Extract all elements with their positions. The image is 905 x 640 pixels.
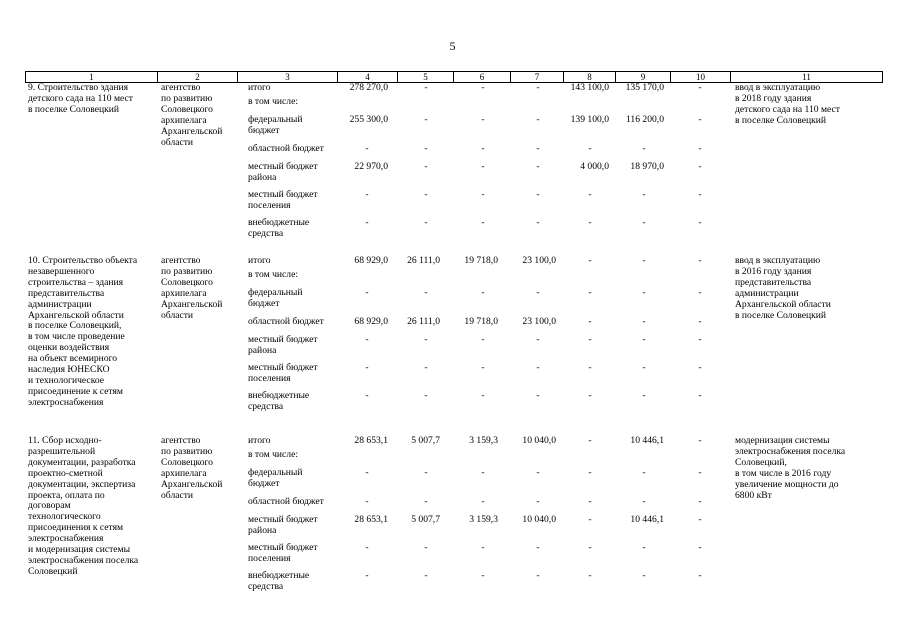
responsible-agency-line: области [161, 489, 194, 501]
header-cell-8: 8 [564, 72, 616, 82]
responsible-agency-line: архипелага [161, 287, 207, 299]
funding-value-dash: - [642, 362, 646, 373]
funding-value: 5 007,7 [411, 435, 440, 446]
funding-source-label: бюджет [248, 477, 280, 489]
funding-value-dash: - [642, 255, 646, 266]
funding-value-dash: - [698, 496, 702, 507]
funding-value-dash: - [424, 189, 428, 200]
expected-result-line: в 2016 году здания [735, 265, 812, 277]
funding-value-dash: - [536, 362, 540, 373]
funding-value-dash: - [481, 114, 485, 125]
funding-value-dash: - [536, 334, 540, 345]
funding-source-label: местный бюджет [248, 161, 318, 172]
funding-value: 4 000,0 [580, 161, 609, 172]
header-cell-1: 1 [26, 72, 158, 82]
funding-value-dash: - [481, 217, 485, 228]
funding-value-dash: - [536, 161, 540, 172]
funding-value-dash: - [698, 334, 702, 345]
funding-value-dash: - [698, 82, 702, 93]
funding-value-dash: - [642, 496, 646, 507]
funding-value: 23 100,0 [522, 255, 556, 266]
funding-value: 10 040,0 [522, 514, 556, 525]
funding-source-label: внебюджетные [248, 217, 310, 228]
funding-value-dash: - [642, 316, 646, 327]
funding-source-label: средства [248, 227, 284, 239]
funding-value-dash: - [481, 467, 485, 478]
responsible-agency-line: по развитию [161, 265, 213, 277]
header-cell-5: 5 [398, 72, 454, 82]
header-cell-6: 6 [454, 72, 511, 82]
measure-name-line: проектно-сметной [28, 467, 103, 479]
funding-value-dash: - [588, 570, 592, 581]
funding-value-dash: - [642, 287, 646, 298]
responsible-agency-line: области [161, 136, 194, 148]
funding-value: 18 970,0 [630, 161, 664, 172]
responsible-agency-line: агентство [161, 255, 201, 266]
expected-result-line: 6800 кВт [735, 489, 772, 501]
funding-value-dash: - [536, 143, 540, 154]
funding-value-dash: - [588, 255, 592, 266]
funding-value-dash: - [536, 114, 540, 125]
funding-value: 3 159,3 [469, 514, 498, 525]
responsible-agency-line: Архангельской [161, 298, 223, 310]
funding-value: 5 007,7 [411, 514, 440, 525]
responsible-agency-line: агентство [161, 82, 201, 93]
funding-value-dash: - [365, 217, 369, 228]
funding-value-dash: - [481, 570, 485, 581]
funding-source-label: в том числе: [248, 96, 299, 107]
funding-value: 10 446,1 [630, 514, 664, 525]
funding-value-dash: - [642, 217, 646, 228]
funding-value-dash: - [698, 542, 702, 553]
funding-value-dash: - [588, 514, 592, 525]
funding-value-dash: - [481, 334, 485, 345]
funding-value-dash: - [698, 435, 702, 446]
funding-source-label: областной бюджет [248, 143, 324, 154]
measure-name-line: в поселке Соловецкий [28, 103, 120, 115]
funding-value-dash: - [424, 82, 428, 93]
funding-value: 28 653,1 [354, 435, 388, 446]
funding-source-label: местный бюджет [248, 334, 318, 345]
measure-name-line: присоединения к сетям [28, 522, 124, 534]
funding-source-label: итого [248, 255, 271, 266]
funding-source-label: бюджет [248, 124, 280, 136]
funding-value-dash: - [536, 189, 540, 200]
funding-source-label: федеральный [248, 114, 303, 125]
expected-result-line: модернизация системы [735, 435, 830, 446]
measure-name-line: электроснабжения поселка [28, 554, 139, 566]
funding-value-dash: - [588, 542, 592, 553]
funding-source-label: итого [248, 435, 271, 446]
funding-value-dash: - [365, 189, 369, 200]
funding-value: 28 653,1 [354, 514, 388, 525]
funding-value-dash: - [642, 570, 646, 581]
funding-source-label: федеральный [248, 467, 303, 478]
expected-result-line: увеличение мощности до [735, 478, 839, 490]
funding-value-dash: - [481, 542, 485, 553]
funding-value-dash: - [365, 496, 369, 507]
funding-value-dash: - [588, 189, 592, 200]
funding-source-label: федеральный [248, 287, 303, 298]
measure-name-line: проекта, оплата по [28, 489, 105, 501]
funding-value-dash: - [698, 217, 702, 228]
header-cell-9: 9 [616, 72, 671, 82]
funding-value: 143 100,0 [570, 82, 609, 93]
funding-value-dash: - [698, 467, 702, 478]
funding-source-label: внебюджетные [248, 390, 310, 401]
funding-value-dash: - [365, 542, 369, 553]
funding-value-dash: - [424, 570, 428, 581]
funding-value-dash: - [588, 143, 592, 154]
funding-value-dash: - [365, 334, 369, 345]
measure-name-line: на объект всемирного [28, 353, 118, 365]
funding-value-dash: - [698, 390, 702, 401]
funding-source-label: внебюджетные [248, 570, 310, 581]
funding-value-dash: - [698, 514, 702, 525]
funding-value: 116 200,0 [625, 114, 664, 125]
funding-value-dash: - [642, 143, 646, 154]
funding-source-label: бюджет [248, 297, 280, 309]
expected-result-line: ввод в эксплуатацию [735, 82, 821, 93]
responsible-agency-line: Соловецкого [161, 456, 213, 468]
funding-value-dash: - [536, 467, 540, 478]
measure-name-line: 11. Сбор исходно- [28, 435, 102, 446]
funding-source-label: поселения [248, 199, 291, 211]
measure-name-line: технологического [28, 511, 101, 523]
measure-name-line: администрации [28, 298, 92, 310]
header-cell-2: 2 [158, 72, 238, 82]
funding-source-label: местный бюджет [248, 542, 318, 553]
funding-source-label: итого [248, 82, 271, 93]
measure-name-line: Архангельской области [28, 309, 124, 321]
funding-value-dash: - [424, 362, 428, 373]
expected-result-line: детского сада на 110 мест [735, 103, 840, 115]
funding-source-label: в том числе: [248, 269, 299, 280]
responsible-agency-line: архипелага [161, 114, 207, 126]
funding-value-dash: - [481, 362, 485, 373]
funding-value-dash: - [588, 362, 592, 373]
funding-value-dash: - [698, 255, 702, 266]
funding-source-label: средства [248, 400, 284, 412]
funding-value-dash: - [642, 390, 646, 401]
funding-value: 68 929,0 [354, 255, 388, 266]
measure-name-line: в том числе проведение [28, 331, 125, 343]
funding-value-dash: - [698, 287, 702, 298]
funding-value-dash: - [365, 467, 369, 478]
funding-source-label: поселения [248, 552, 291, 564]
funding-value-dash: - [481, 82, 485, 93]
funding-value-dash: - [698, 114, 702, 125]
expected-result-line: администрации [735, 287, 799, 299]
measure-name-line: в поселке Соловецкий, [28, 320, 122, 332]
funding-value-dash: - [481, 189, 485, 200]
funding-value-dash: - [536, 496, 540, 507]
funding-value-dash: - [698, 161, 702, 172]
funding-value-dash: - [481, 496, 485, 507]
funding-value: 23 100,0 [522, 316, 556, 327]
funding-value-dash: - [536, 287, 540, 298]
funding-value: 19 718,0 [464, 255, 498, 266]
header-cell-7: 7 [511, 72, 564, 82]
funding-source-label: в том числе: [248, 449, 299, 460]
funding-value-dash: - [365, 570, 369, 581]
funding-value: 26 111,0 [407, 316, 440, 327]
header-cell-3: 3 [238, 72, 338, 82]
measure-name-line: присоединение к сетям [28, 385, 123, 397]
funding-value-dash: - [698, 316, 702, 327]
funding-value-dash: - [588, 316, 592, 327]
page-number: 5 [449, 39, 456, 53]
funding-source-label: местный бюджет [248, 514, 318, 525]
measure-name-line: Соловецкий [28, 565, 78, 577]
funding-value-dash: - [698, 362, 702, 373]
funding-value-dash: - [588, 287, 592, 298]
measure-name-line: представительства [28, 287, 105, 299]
funding-value-dash: - [588, 217, 592, 228]
funding-value-dash: - [642, 467, 646, 478]
header-cell-10: 10 [671, 72, 731, 82]
funding-source-label: средства [248, 580, 284, 592]
measure-name-line: оценки воздействия [28, 342, 110, 354]
funding-value-dash: - [365, 390, 369, 401]
responsible-agency-line: архипелага [161, 467, 207, 479]
funding-value-dash: - [365, 287, 369, 298]
funding-value-dash: - [698, 570, 702, 581]
funding-value-dash: - [536, 82, 540, 93]
measure-name-line: разрешительной [28, 445, 96, 457]
funding-value-dash: - [424, 542, 428, 553]
funding-value-dash: - [481, 161, 485, 172]
funding-source-label: района [248, 344, 277, 356]
responsible-agency-line: агентство [161, 435, 201, 446]
funding-value-dash: - [536, 390, 540, 401]
funding-value: 139 100,0 [570, 114, 609, 125]
funding-value-dash: - [698, 189, 702, 200]
funding-value: 19 718,0 [464, 316, 498, 327]
funding-value-dash: - [642, 542, 646, 553]
header-cell-11: 11 [731, 72, 883, 82]
responsible-agency-line: по развитию [161, 92, 213, 104]
funding-value-dash: - [588, 435, 592, 446]
measure-name-line: наследия ЮНЕСКО [28, 364, 110, 375]
funding-source-label: областной бюджет [248, 496, 324, 507]
funding-value-dash: - [424, 161, 428, 172]
expected-result-line: в поселке Соловецкий [735, 114, 827, 126]
funding-value: 26 111,0 [407, 255, 440, 266]
funding-source-label: района [248, 171, 277, 183]
funding-source-label: местный бюджет [248, 362, 318, 373]
funding-value-dash: - [588, 496, 592, 507]
expected-result-line: электроснабжения поселка [735, 445, 846, 457]
funding-value: 10 040,0 [522, 435, 556, 446]
funding-value-dash: - [536, 542, 540, 553]
funding-value-dash: - [424, 114, 428, 125]
expected-result-line: представительства [735, 276, 812, 288]
funding-source-label: поселения [248, 372, 291, 384]
expected-result-line: ввод в эксплуатацию [735, 255, 821, 266]
measure-name-line: 9. Строительство здания [28, 82, 129, 93]
expected-result-line: Соловецкий, [735, 456, 787, 468]
funding-value-dash: - [365, 362, 369, 373]
funding-value-dash: - [424, 143, 428, 154]
funding-value: 68 929,0 [354, 316, 388, 327]
funding-value-dash: - [424, 467, 428, 478]
funding-value: 255 300,0 [349, 114, 388, 125]
header-cell-4: 4 [338, 72, 398, 82]
measure-name-line: строительства – здания [28, 276, 124, 288]
funding-source-label: местный бюджет [248, 189, 318, 200]
funding-source-label: района [248, 524, 277, 536]
measure-name-line: и модернизация системы [28, 544, 131, 555]
responsible-agency-line: Архангельской [161, 125, 223, 137]
funding-value-dash: - [365, 143, 369, 154]
funding-source-label: областной бюджет [248, 316, 324, 327]
funding-value-dash: - [481, 143, 485, 154]
funding-value-dash: - [642, 334, 646, 345]
measure-name-line: договорам [28, 500, 71, 512]
funding-value: 278 270,0 [349, 82, 388, 93]
funding-value-dash: - [424, 334, 428, 345]
responsible-agency-line: Соловецкого [161, 276, 213, 288]
responsible-agency-line: Архангельской [161, 478, 223, 490]
measure-name-line: электроснабжения [28, 396, 104, 408]
funding-value-dash: - [424, 217, 428, 228]
funding-value-dash: - [588, 390, 592, 401]
funding-value-dash: - [424, 496, 428, 507]
measure-name-line: и технологическое [28, 374, 105, 386]
funding-value-dash: - [588, 467, 592, 478]
responsible-agency-line: Соловецкого [161, 103, 213, 115]
funding-value-dash: - [536, 217, 540, 228]
funding-value: 3 159,3 [469, 435, 498, 446]
expected-result-line: Архангельской области [735, 298, 831, 310]
funding-value-dash: - [588, 334, 592, 345]
funding-value-dash: - [536, 570, 540, 581]
measure-name-line: детского сада на 110 мест [28, 92, 133, 104]
expected-result-line: в том числе в 2016 году [735, 467, 832, 479]
measure-name-line: документации, экспертиза [28, 478, 136, 490]
funding-value-dash: - [642, 189, 646, 200]
responsible-agency-line: области [161, 309, 194, 321]
funding-value: 135 170,0 [625, 82, 664, 93]
measure-name-line: незавершенного [28, 265, 95, 277]
funding-value-dash: - [424, 390, 428, 401]
funding-value-dash: - [698, 143, 702, 154]
responsible-agency-line: по развитию [161, 445, 213, 457]
funding-value: 10 446,1 [630, 435, 664, 446]
measure-name-line: электроснабжения [28, 533, 104, 545]
funding-value: 22 970,0 [354, 161, 388, 172]
funding-value-dash: - [424, 287, 428, 298]
expected-result-line: в 2018 году здания [735, 92, 812, 104]
funding-value-dash: - [481, 287, 485, 298]
expected-result-line: в поселке Соловецкий [735, 309, 827, 321]
funding-value-dash: - [481, 390, 485, 401]
measure-name-line: документации, разработка [28, 456, 136, 468]
measure-name-line: 10. Строительство объекта [28, 255, 138, 266]
